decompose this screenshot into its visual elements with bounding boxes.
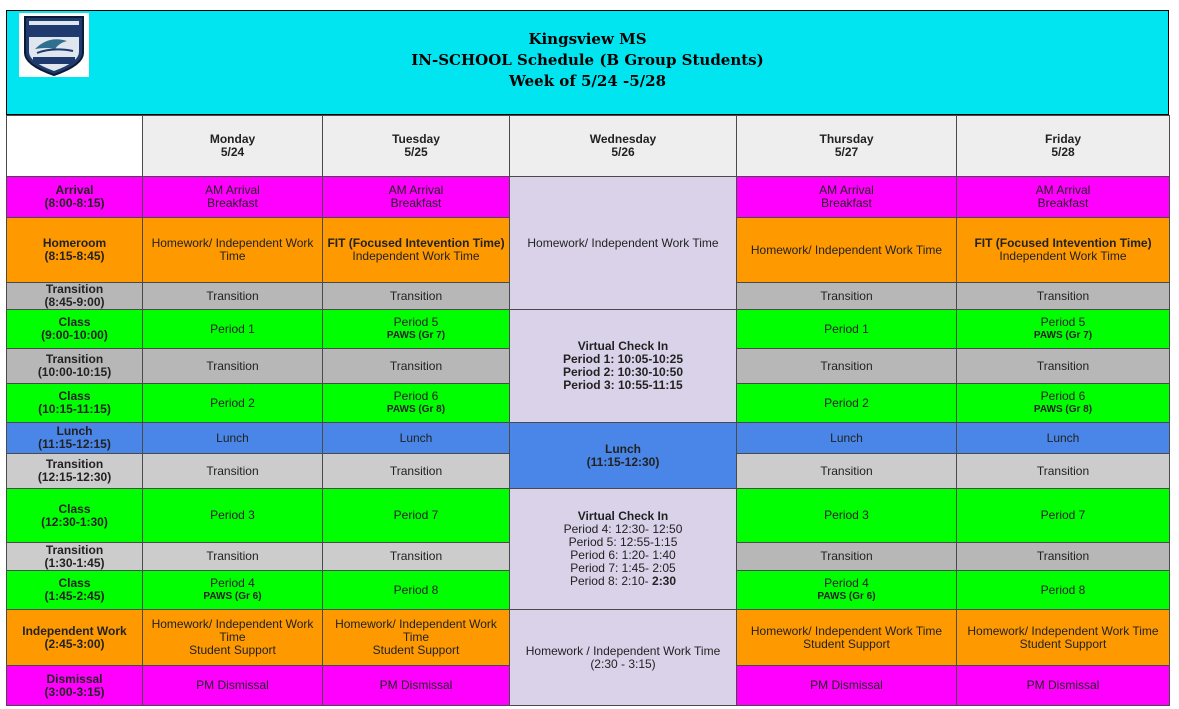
cell-class2-mon: Period 2 (143, 384, 323, 423)
day-tuesday: Tuesday 5/25 (323, 116, 510, 177)
row-label: Transition (8:45-9:00) (7, 283, 143, 310)
cell-class4-mon: Period 4 PAWS (Gr 6) (143, 571, 323, 610)
cell-transition: Transition (957, 454, 1170, 489)
row-label: Dismissal (3:00-3:15) (7, 666, 143, 706)
day-monday: Monday 5/24 (143, 116, 323, 177)
cell-lunch: Lunch (143, 423, 323, 454)
cell-class4-fri: Period 8 (957, 571, 1170, 610)
cell-arrival-thu: AM Arrival Breakfast (737, 177, 957, 218)
cell-transition: Transition (957, 543, 1170, 571)
cell-homeroom-thu: Homework/ Independent Work Time (737, 218, 957, 283)
day-friday: Friday 5/28 (957, 116, 1170, 177)
cell-class3-fri: Period 7 (957, 489, 1170, 543)
cell-lunch: Lunch (957, 423, 1170, 454)
schedule-title: IN-SCHOOL Schedule (B Group Students) (411, 51, 764, 69)
cell-homeroom-mon: Homework/ Independent Work Time (143, 218, 323, 283)
cell-transition: Transition (143, 283, 323, 310)
row-lunch (7, 423, 1170, 454)
schedule-header (6, 10, 1169, 115)
cell-transition: Transition (323, 283, 510, 310)
row-class-1 (7, 310, 1170, 349)
cell-transition: Transition (143, 543, 323, 571)
row-label: Homeroom (8:15-8:45) (7, 218, 143, 283)
cell-transition: Transition (323, 454, 510, 489)
row-label: Arrival (8:00-8:15) (7, 177, 143, 218)
row-label: Lunch (11:15-12:15) (7, 423, 143, 454)
cell-class1-fri: Period 5 PAWS (Gr 7) (957, 310, 1170, 349)
cell-homeroom-fri: FIT (Focused Intevention Time) Independent Work Time (957, 218, 1170, 283)
cell-arrival-fri: AM Arrival Breakfast (957, 177, 1170, 218)
wed-virtual-checkin-1: Virtual Check In Period 1: 10:05-10:25 Period 2: 10:30-10:50 Period 3: 10:55-11:15 (510, 310, 737, 423)
cell-transition: Transition (737, 454, 957, 489)
wed-final-homework-block: Homework / Independent Work Time (2:30 - 3:15) (510, 610, 737, 706)
cell-class4-thu: Period 4 PAWS (Gr 6) (737, 571, 957, 610)
cell-class1-thu: Period 1 (737, 310, 957, 349)
cell-lunch: Lunch (323, 423, 510, 454)
schedule-table (6, 115, 1170, 706)
cell-dismissal: PM Dismissal (737, 666, 957, 706)
cell-transition: Transition (737, 349, 957, 384)
cell-lunch: Lunch (737, 423, 957, 454)
wed-homework-block: Homework/ Independent Work Time (510, 177, 737, 310)
cell-dismissal: PM Dismissal (957, 666, 1170, 706)
cell-transition: Transition (323, 543, 510, 571)
school-name: Kingsview MS (528, 30, 647, 48)
day-header-row (7, 116, 1170, 177)
cell-dismissal: PM Dismissal (323, 666, 510, 706)
row-label: Independent Work (2:45-3:00) (7, 610, 143, 666)
corner-cell (7, 116, 143, 177)
cell-class3-thu: Period 3 (737, 489, 957, 543)
row-label: Class (10:15-11:15) (7, 384, 143, 423)
day-wednesday: Wednesday 5/26 (510, 116, 737, 177)
cell-transition: Transition (957, 283, 1170, 310)
cell-class3-tue: Period 7 (323, 489, 510, 543)
cell-class4-tue: Period 8 (323, 571, 510, 610)
cell-homeroom-tue: FIT (Focused Intevention Time) Independent Work Time (323, 218, 510, 283)
row-label: Transition (12:15-12:30) (7, 454, 143, 489)
cell-dismissal: PM Dismissal (143, 666, 323, 706)
wed-virtual-checkin-2: Virtual Check In Period 4: 12:30- 12:50 Period 5: 12:55-1:15 Period 6: 1:20- 1:40 Period 7: 1:45- 2:05 Period 8: 2:10- 2:30 (510, 489, 737, 610)
row-label: Class (1:45-2:45) (7, 571, 143, 610)
cell-transition: Transition (737, 283, 957, 310)
row-arrival (7, 177, 1170, 218)
row-label: Class (12:30-1:30) (7, 489, 143, 543)
wed-lunch-block: Lunch (11:15-12:30) (510, 423, 737, 489)
cell-arrival-tue: AM Arrival Breakfast (323, 177, 510, 218)
day-thursday: Thursday 5/27 (737, 116, 957, 177)
cell-indep-fri: Homework/ Independent Work Time Student Support (957, 610, 1170, 666)
cell-class2-thu: Period 2 (737, 384, 957, 423)
cell-transition: Transition (323, 349, 510, 384)
cell-class3-mon: Period 3 (143, 489, 323, 543)
row-label: Transition (10:00-10:15) (7, 349, 143, 384)
cell-arrival-mon: AM Arrival Breakfast (143, 177, 323, 218)
cell-indep-thu: Homework/ Independent Work Time Student Support (737, 610, 957, 666)
cell-class1-mon: Period 1 (143, 310, 323, 349)
cell-class1-tue: Period 5 PAWS (Gr 7) (323, 310, 510, 349)
row-label: Transition (1:30-1:45) (7, 543, 143, 571)
cell-class2-fri: Period 6 PAWS (Gr 8) (957, 384, 1170, 423)
cell-class2-tue: Period 6 PAWS (Gr 8) (323, 384, 510, 423)
cell-transition: Transition (143, 349, 323, 384)
row-class-3 (7, 489, 1170, 543)
cell-transition: Transition (957, 349, 1170, 384)
row-independent-work (7, 610, 1170, 666)
week-label: Week of 5/24 -5/28 (508, 72, 667, 90)
cell-transition: Transition (737, 543, 957, 571)
row-label: Class (9:00-10:00) (7, 310, 143, 349)
cell-indep-tue: Homework/ Independent Work Time Student Support (323, 610, 510, 666)
cell-indep-mon: Homework/ Independent Work Time Student Support (143, 610, 323, 666)
cell-transition: Transition (143, 454, 323, 489)
